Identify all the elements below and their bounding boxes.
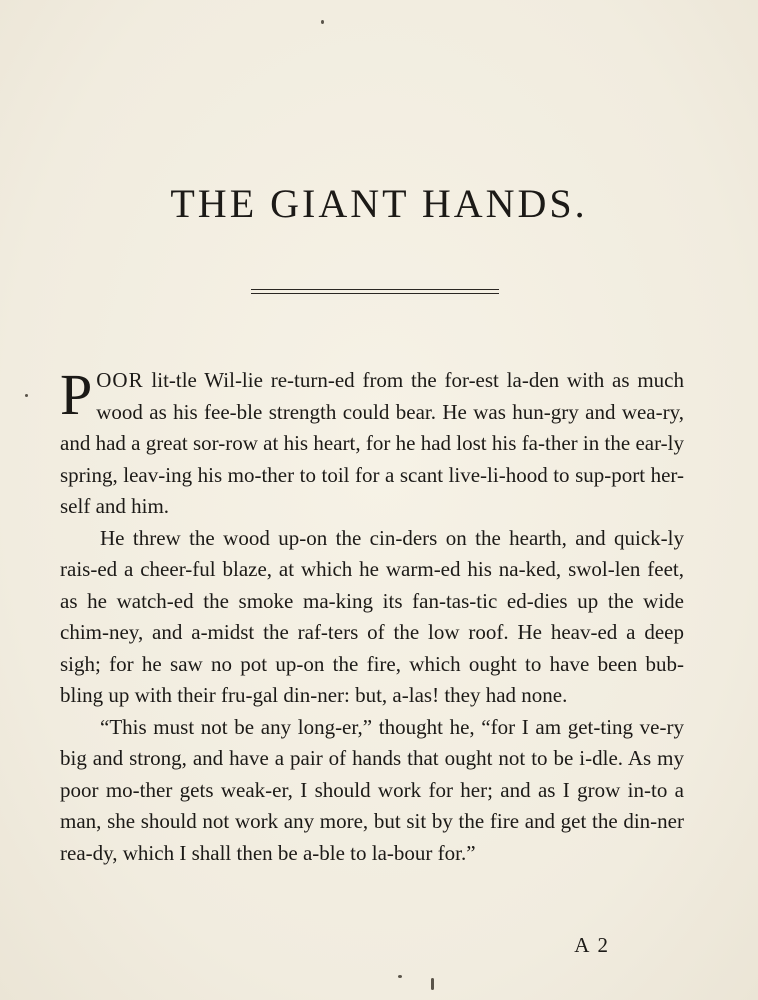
paragraph-1-text: lit-tle Wil-lie re-turn-ed from the for-est la-den with as much wood as his fee-ble strength could bear. He was hun-gry and wea-ry, and had a great sor-row at his heart, for he had lost his fa-ther in the ear-ly spring, leav-ing his mo-ther to toil for a scant live-li-hood to sup-port her-self and him. — [60, 368, 684, 518]
ink-speck — [431, 978, 434, 990]
paragraph-2: He threw the wood up-on the cin-ders on the hearth, and quick-ly rais-ed a cheer-ful blaze, at which he warm-ed his na-ked, swol-len feet, as he watch-ed the smoke ma-king its fan-tas-tic ed-dies up the wide chim-ney, and a-midst the raf-ters of the low roof. He heav-ed a deep sigh; for he saw no pot up-on the fire, which ought to have been bub-bling up with their fru-gal din-ner: but, a-las! they had none. — [60, 525, 684, 707]
ink-speck — [398, 975, 402, 978]
small-caps-opening: OOR — [96, 368, 144, 392]
double-rule-divider — [251, 289, 499, 294]
paragraph-3: “This must not be any long-er,” thought he, “for I am get-ting ve-ry big and strong, and have a pair of hands that ought not to be i-dle. As my poor mo-ther gets weak-er, I should work for her; and as I grow in-to a man, she should not work any more, but sit by the fire and get the din-ner rea-dy, which I shall then be a-ble to la-bour for.” — [60, 714, 684, 865]
body-text — [60, 362, 684, 869]
paragraph-1 — [60, 362, 684, 523]
page-title: THE GIANT HANDS. — [170, 181, 588, 226]
drop-cap: P — [60, 362, 93, 427]
signature-mark: A 2 — [574, 933, 610, 957]
ink-speck — [25, 394, 28, 397]
ink-speck — [321, 20, 324, 24]
